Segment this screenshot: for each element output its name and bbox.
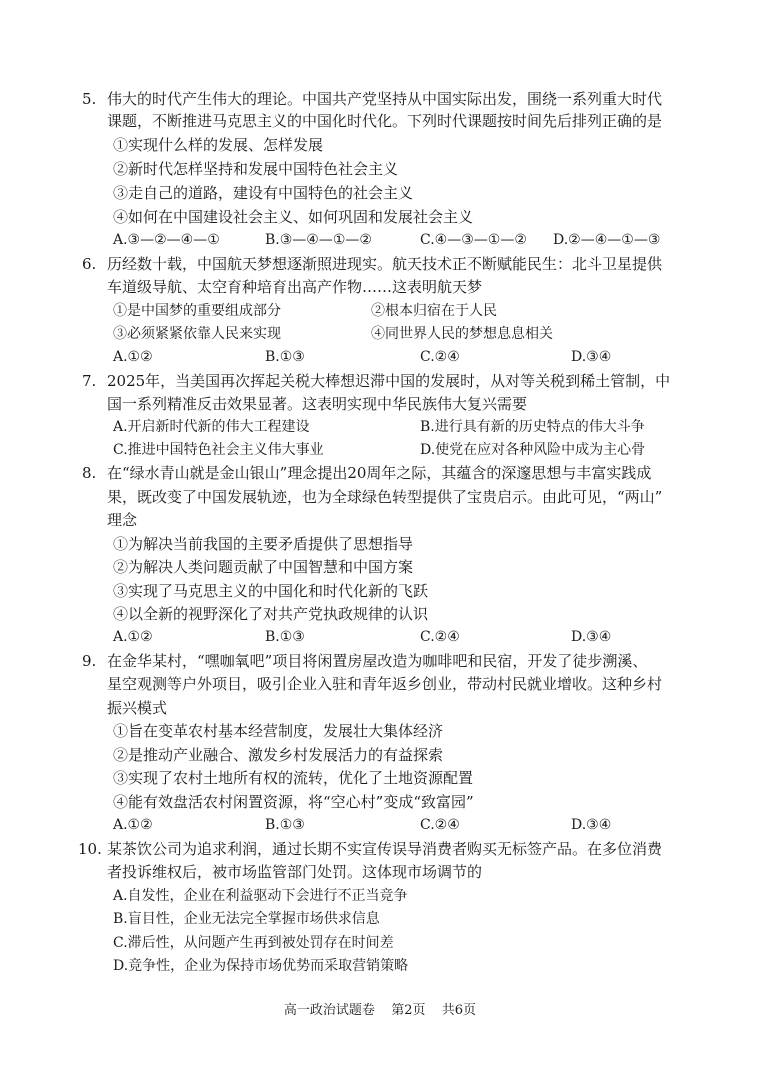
- question-number: 6.: [82, 255, 97, 273]
- option-c: C.推进中国特色社会主义伟大事业: [113, 442, 324, 458]
- answer-options-row: [113, 439, 693, 461]
- footer-page-number: 第2页: [391, 1003, 426, 1018]
- statement-item: ④以全新的视野深化了对共产党执政规律的认识: [113, 605, 429, 623]
- option-a: A.①②: [113, 349, 153, 365]
- question-number: 10.: [78, 840, 102, 858]
- option-d: D.③④: [571, 349, 612, 365]
- question-stem-line: 车道级导航、太空育种培育出高产作物……这表明航天梦: [107, 278, 483, 296]
- statement-item: ②新时代怎样坚持和发展中国特色社会主义: [113, 160, 399, 178]
- statement-item: ②为解决人类问题贡献了中国智慧和中国方案: [113, 558, 414, 576]
- option-b: B.进行具有新的历史特点的伟大斗争: [420, 419, 645, 435]
- statement-item: ④同世界人民的梦想息息相关: [371, 326, 553, 342]
- statement-item: ③必须紧紧依靠人民来实现: [113, 326, 281, 342]
- question-stem-line: 果，既改变了中国发展轨迹，也为全球绿色转型提供了宝贵启示。由此可见，“两山”: [107, 488, 663, 506]
- question-stem-line: 课题，不断推进马克思主义的中国化时代化。下列时代课题按时间先后排列正确的是: [107, 112, 663, 130]
- option-c: C.滞后性，从问题产生再到被处罚存在时间差: [113, 935, 394, 951]
- statement-item: ③走自己的道路，建设有中国特色的社会主义: [113, 184, 414, 202]
- option-d: D.③④: [571, 817, 612, 833]
- option-a: A.开启新时代新的伟大工程建设: [113, 419, 310, 435]
- answer-options: [113, 229, 693, 251]
- statement-item: ①是中国梦的重要组成部分: [113, 303, 281, 319]
- statement-item: ①实现什么样的发展、怎样发展: [113, 136, 324, 154]
- footer-total-pages: 共6页: [441, 1003, 477, 1018]
- option-d: D.③④: [571, 629, 612, 645]
- statement-item: ③实现了农村土地所有权的流转，优化了土地资源配置: [113, 769, 474, 787]
- page-footer: [0, 1002, 760, 1020]
- statement-row: [113, 323, 693, 345]
- option-b: B.盲目性，企业无法完全掌握市场供求信息: [113, 911, 380, 927]
- statement-row: [113, 300, 693, 322]
- statement-item: ②根本归宿在于人民: [371, 303, 497, 319]
- option-d: D.②—④—①—③: [553, 232, 661, 248]
- option-a: A.①②: [113, 629, 153, 645]
- option-a: A.①②: [113, 817, 153, 833]
- question-number: 9.: [82, 652, 97, 670]
- option-b: B.①③: [265, 817, 305, 833]
- option-b: B.①③: [265, 629, 305, 645]
- statement-item: ④如何在中国建设社会主义、如何巩固和发展社会主义: [113, 208, 474, 226]
- question-stem-line: 振兴模式: [107, 699, 168, 717]
- answer-options: [113, 346, 693, 368]
- answer-options: [113, 626, 693, 648]
- option-d: D.竞争性，企业为保持市场优势而采取营销策略: [113, 958, 409, 974]
- question-stem-line: 国一系列精准反击效果显著。这表明实现中华民族伟大复兴需要: [107, 395, 528, 413]
- question-number: 8.: [82, 464, 97, 482]
- option-c: C.②④: [420, 817, 460, 833]
- question-number: 7.: [82, 372, 97, 390]
- statement-item: ④能有效盘活农村闲置资源，将“空心村”变成“致富园”: [113, 793, 474, 811]
- footer-subject: 高一政治试题卷: [283, 1003, 375, 1018]
- statement-item: ③实现了马克思主义的中国化和时代化新的飞跃: [113, 582, 429, 600]
- statement-item: ①旨在变革农村基本经营制度，发展壮大集体经济: [113, 722, 444, 740]
- question-stem-line: 伟大的时代产生伟大的理论。中国共产党坚持从中国实际出发，围绕一系列重大时代: [107, 90, 663, 108]
- option-b: B.③—④—①—②: [265, 232, 372, 248]
- question-stem-line: 历经数十载，中国航天梦想逐渐照进现实。航天技术正不断赋能民生：北斗卫星提供: [107, 255, 663, 273]
- question-stem-line: 理念: [107, 511, 138, 529]
- statement-item: ②是推动产业融合、激发乡村发展活力的有益探索: [113, 746, 444, 764]
- answer-options-row: [113, 416, 693, 438]
- option-c: C.④—③—①—②: [420, 232, 527, 248]
- option-a: A.③—②—④—①: [113, 232, 220, 248]
- question-stem-line: 在金华某村，“嘿咖氧吧”项目将闲置房屋改造为咖啡吧和民宿，开发了徒步溯溪、: [107, 652, 648, 670]
- answer-options: [113, 814, 693, 836]
- question-stem-line: 某茶饮公司为追求利润，通过长期不实宣传误导消费者购买无标签产品。在多位消费: [107, 840, 663, 858]
- option-c: C.②④: [420, 349, 460, 365]
- question-number: 5.: [82, 90, 97, 108]
- option-c: C.②④: [420, 629, 460, 645]
- option-b: B.①③: [265, 349, 305, 365]
- question-stem-line: 2025年，当美国再次挥起关税大棒想迟滞中国的发展时，从对等关税到稀土管制，中: [107, 372, 671, 390]
- option-a: A.自发性，企业在利益驱动下会进行不正当竞争: [113, 888, 408, 904]
- question-stem-line: 者投诉维权后，被市场监管部门处罚。这体现市场调节的: [107, 863, 483, 881]
- question-stem-line: 在“绿水青山就是金山银山”理念提出20周年之际，其蕴含的深邃思想与丰富实践成: [107, 464, 652, 482]
- option-d: D.使党在应对各种风险中成为主心骨: [420, 442, 646, 458]
- question-stem-line: 星空观测等户外项目，吸引企业入驻和青年返乡创业，带动村民就业增收。这种乡村: [107, 675, 663, 693]
- statement-item: ①为解决当前我国的主要矛盾提供了思想指导: [113, 535, 414, 553]
